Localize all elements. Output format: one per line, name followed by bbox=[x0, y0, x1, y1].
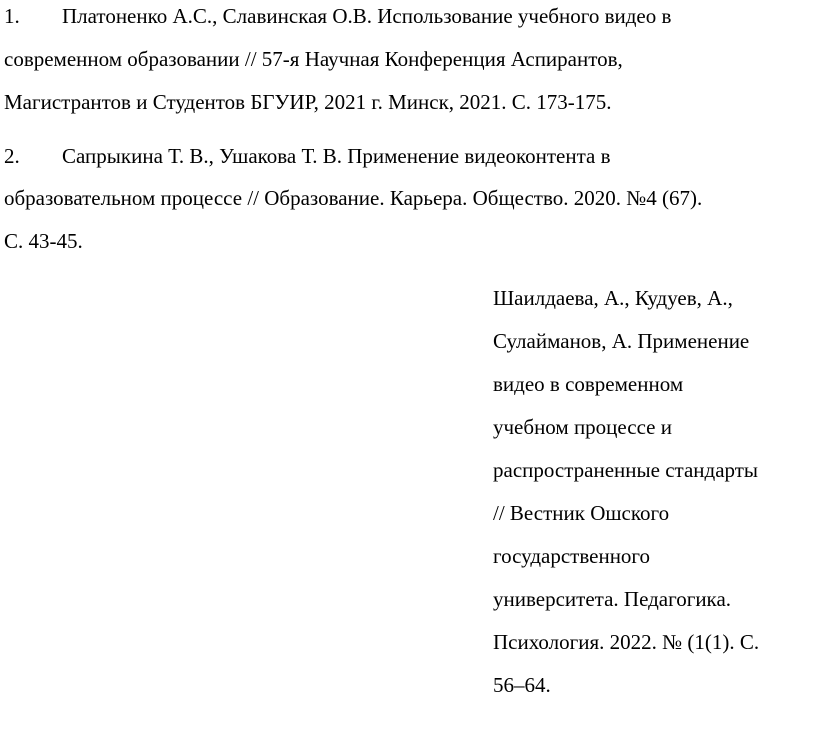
citation-line: // Вестник Ошского bbox=[493, 501, 670, 525]
reference-1-text-line-2: современном образовании // 57-я Научная Конференция Аспирантов, bbox=[4, 47, 623, 71]
citation-line: распространенные стандарты bbox=[493, 458, 759, 482]
citation-line: 56–64. bbox=[493, 673, 551, 697]
reference-1-line-1 bbox=[4, 2, 671, 30]
citation-line: Психология. 2022. № (1(1). С. bbox=[493, 630, 760, 654]
citation-line: Сулайманов, А. Применение bbox=[493, 329, 750, 353]
citation-line: университета. Педагогика. bbox=[493, 587, 732, 611]
citation-line: видео в современном bbox=[493, 372, 684, 396]
reference-1-text-line-3: Магистрантов и Студентов БГУИР, 2021 г. Минск, 2021. С. 173-175. bbox=[4, 90, 612, 114]
citation-line: Шаилдаева, А., Кудуев, А., bbox=[493, 286, 733, 310]
reference-2-text-line-1: Сапрыкина Т. В., Ушакова Т. В. Применение видеоконтента в bbox=[62, 144, 611, 168]
reference-1-number: 1. bbox=[4, 4, 20, 28]
reference-2-number: 2. bbox=[4, 144, 20, 168]
reference-2-text-line-3: С. 43-45. bbox=[4, 229, 83, 253]
citation-line: учебном процессе и bbox=[493, 415, 672, 439]
reference-2-line-1 bbox=[4, 142, 611, 170]
reference-2-text-line-2: образовательном процессе // Образование. Карьера. Общество. 2020. №4 (67). bbox=[4, 186, 703, 210]
citation-line: государственного bbox=[493, 544, 651, 568]
reference-1-text-line-1: Платоненко А.С., Славинская О.В. Использование учебного видео в bbox=[62, 4, 672, 28]
citation-block bbox=[493, 284, 803, 714]
